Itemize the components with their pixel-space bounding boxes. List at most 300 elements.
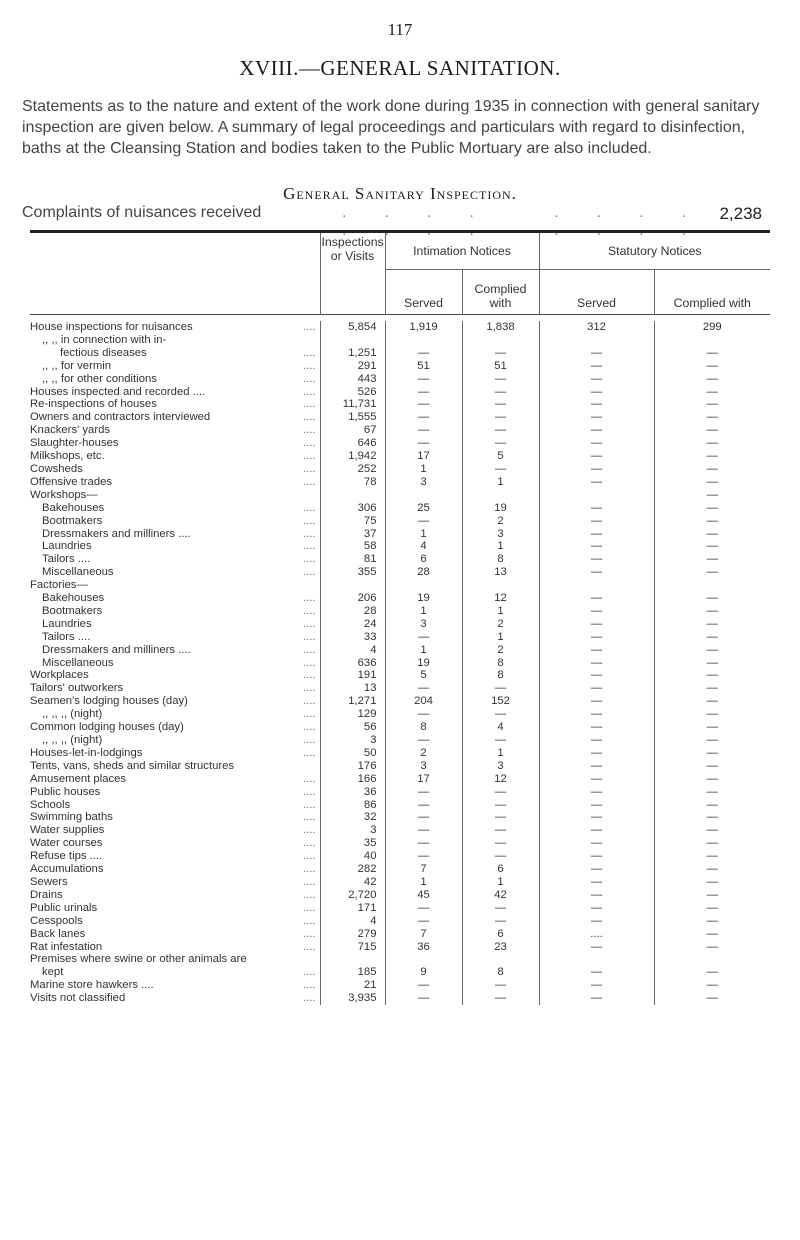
intimation-served-value: 19 <box>385 592 462 605</box>
intimation-complied-value: — <box>462 398 539 411</box>
table-row <box>30 799 770 812</box>
intimation-served-value: 3 <box>385 760 462 773</box>
row-label-text: Tents, vans, sheds and similar structures <box>30 760 237 772</box>
row-label-text: Public houses <box>30 786 103 798</box>
section-heading: XVIII.—GENERAL SANITATION. <box>239 56 561 80</box>
row-leader-dots: .... <box>302 824 316 837</box>
row-label <box>30 489 320 502</box>
row-leader-dots: .... <box>302 888 316 901</box>
row-label <box>30 631 320 644</box>
statutory-served-value: — <box>539 915 654 928</box>
statutory-served-value: — <box>539 850 654 863</box>
row-label <box>30 321 320 334</box>
row-label-text: Seamen's lodging houses (day) <box>30 695 191 707</box>
statutory-complied-value: — <box>654 411 770 424</box>
row-label-text: Amusement places <box>30 773 129 785</box>
inspections-value: 1,251 <box>320 347 385 360</box>
statutory-served-value: — <box>539 502 654 515</box>
row-label-text: Bakehouses <box>42 502 107 514</box>
row-leader-dots: .... <box>302 630 316 643</box>
row-label <box>30 708 320 721</box>
row-label <box>30 373 320 386</box>
statutory-complied-value: — <box>654 760 770 773</box>
row-leader-dots: .... <box>302 979 316 992</box>
inspections-value: 56 <box>320 721 385 734</box>
table-row <box>30 644 770 657</box>
row-leader-dots: .... <box>302 566 316 579</box>
inspections-value: 58 <box>320 540 385 553</box>
intimation-complied-value: — <box>462 373 539 386</box>
table-row <box>30 824 770 837</box>
row-leader-dots: .... <box>302 721 316 734</box>
row-label-text: Public urinals <box>30 902 100 914</box>
statutory-served-value <box>539 953 654 966</box>
row-leader-dots: .... <box>302 359 316 372</box>
statutory-complied-value: — <box>654 850 770 863</box>
statutory-served-value: — <box>539 437 654 450</box>
table-row <box>30 489 770 502</box>
row-label <box>30 334 320 347</box>
table-row <box>30 979 770 992</box>
inspections-value: 28 <box>320 605 385 618</box>
statutory-complied-value: — <box>654 592 770 605</box>
inspections-value: 4 <box>320 644 385 657</box>
intimation-complied-value: 12 <box>462 592 539 605</box>
statutory-served-value: — <box>539 824 654 837</box>
table-row <box>30 708 770 721</box>
intimation-complied-value: 8 <box>462 657 539 670</box>
row-label <box>30 657 320 670</box>
intimation-complied-value: 51 <box>462 360 539 373</box>
statutory-complied-value: — <box>654 734 770 747</box>
inspections-value <box>320 579 385 592</box>
table-row <box>30 618 770 631</box>
inspections-value: 443 <box>320 373 385 386</box>
row-label <box>30 566 320 579</box>
statutory-complied-value: — <box>654 863 770 876</box>
intimation-complied-value: — <box>462 850 539 863</box>
table-row <box>30 579 770 592</box>
statutory-served-value: — <box>539 528 654 541</box>
statutory-served-value: — <box>539 747 654 760</box>
row-label <box>30 411 320 424</box>
complaints-leader-dots: .... .... .... .... <box>342 204 725 239</box>
intimation-served-value: 3 <box>385 618 462 631</box>
statutory-complied-value: — <box>654 708 770 721</box>
header-statutory-complied: Complied with <box>654 270 770 315</box>
intimation-served-value: 7 <box>385 928 462 941</box>
row-leader-dots: .... <box>302 385 316 398</box>
row-label <box>30 786 320 799</box>
row-label-text: Common lodging houses (day) <box>30 721 187 733</box>
intimation-complied-value: — <box>462 824 539 837</box>
row-label <box>30 773 320 786</box>
row-label <box>30 515 320 528</box>
header-intimation-served: Served <box>385 270 462 315</box>
statutory-served-value: — <box>539 941 654 954</box>
intimation-complied-value <box>462 953 539 966</box>
intimation-served-value <box>385 489 462 502</box>
intimation-complied-value: — <box>462 915 539 928</box>
table-row <box>30 966 770 979</box>
row-label <box>30 592 320 605</box>
table-row <box>30 373 770 386</box>
row-leader-dots: .... <box>302 940 316 953</box>
row-label-text: Drains <box>30 889 66 901</box>
intimation-complied-value: 3 <box>462 528 539 541</box>
intimation-served-value: — <box>385 799 462 812</box>
table-row <box>30 773 770 786</box>
statutory-served-value: — <box>539 708 654 721</box>
intimation-complied-value: 6 <box>462 863 539 876</box>
table-row <box>30 592 770 605</box>
intimation-complied-value: — <box>462 992 539 1005</box>
row-leader-dots: .... <box>302 850 316 863</box>
inspections-value: 1,271 <box>320 695 385 708</box>
row-leader-dots: .... <box>302 592 316 605</box>
statutory-complied-value: — <box>654 811 770 824</box>
inspections-value: 11,731 <box>320 398 385 411</box>
row-leader-dots: .... <box>302 785 316 798</box>
statutory-complied-value: — <box>654 553 770 566</box>
table-row <box>30 334 770 347</box>
inspections-value: 3,935 <box>320 992 385 1005</box>
table-row <box>30 502 770 515</box>
row-label-text: kept <box>42 966 66 978</box>
header-blank <box>30 233 320 315</box>
statutory-complied-value: — <box>654 360 770 373</box>
inspections-value: 81 <box>320 553 385 566</box>
inspections-value: 715 <box>320 941 385 954</box>
table-row <box>30 386 770 399</box>
intimation-served-value: 2 <box>385 747 462 760</box>
inspections-value: 21 <box>320 979 385 992</box>
row-leader-dots: .... <box>302 346 316 359</box>
inspections-value: 279 <box>320 928 385 941</box>
row-leader-dots: .... <box>302 914 316 927</box>
row-label-text: Accumulations <box>30 863 106 875</box>
inspections-value: 40 <box>320 850 385 863</box>
table-row <box>30 321 770 334</box>
row-label <box>30 605 320 618</box>
statutory-served-value: — <box>539 799 654 812</box>
row-leader-dots: .... <box>302 875 316 888</box>
row-leader-dots: .... <box>302 501 316 514</box>
statutory-complied-value: — <box>654 631 770 644</box>
intimation-served-value: 8 <box>385 721 462 734</box>
inspections-value: 75 <box>320 515 385 528</box>
row-leader-dots: .... <box>302 398 316 411</box>
statutory-complied-value: — <box>654 695 770 708</box>
header-inspections: Inspections or Visits <box>320 233 385 315</box>
intimation-served-value: — <box>385 786 462 799</box>
row-label <box>30 644 320 657</box>
inspections-value: 67 <box>320 424 385 437</box>
intimation-served-value: 17 <box>385 450 462 463</box>
row-leader-dots: .... <box>302 643 316 656</box>
header-intimation-complied: Complied with <box>462 270 539 315</box>
statutory-complied-value: — <box>654 605 770 618</box>
subheading: General Sanitary Inspection. <box>283 184 517 203</box>
row-label-text: ,, ,, in connection with in- <box>42 334 169 346</box>
row-label-text: Factories— <box>30 579 91 591</box>
statutory-complied-value: — <box>654 773 770 786</box>
row-label <box>30 437 320 450</box>
row-label <box>30 747 320 760</box>
row-leader-dots: .... <box>302 695 316 708</box>
intimation-served-value: 1 <box>385 463 462 476</box>
intimation-complied-value: 1 <box>462 540 539 553</box>
intimation-served-value: — <box>385 515 462 528</box>
table-row <box>30 476 770 489</box>
table-row <box>30 915 770 928</box>
inspections-value: 86 <box>320 799 385 812</box>
inspections-value: 78 <box>320 476 385 489</box>
inspections-value: 13 <box>320 682 385 695</box>
intimation-served-value: 1 <box>385 605 462 618</box>
inspections-value: 185 <box>320 966 385 979</box>
statutory-complied-value: — <box>654 437 770 450</box>
inspections-value: 291 <box>320 360 385 373</box>
row-label-text: ,, ,, ,, (night) <box>42 708 105 720</box>
statutory-complied-value: — <box>654 721 770 734</box>
row-leader-dots: .... <box>302 708 316 721</box>
intimation-complied-value: 8 <box>462 553 539 566</box>
inspections-value: 3 <box>320 824 385 837</box>
statutory-served-value: — <box>539 631 654 644</box>
statutory-complied-value: — <box>654 799 770 812</box>
row-label-text: Workplaces <box>30 669 92 681</box>
row-label-text: Sewers <box>30 876 71 888</box>
inspections-value: 5,854 <box>320 321 385 334</box>
row-label <box>30 463 320 476</box>
statutory-served-value: — <box>539 360 654 373</box>
statutory-complied-value: — <box>654 747 770 760</box>
row-label <box>30 811 320 824</box>
statutory-complied-value: — <box>654 424 770 437</box>
row-label-text: Water supplies <box>30 824 107 836</box>
inspections-value: 2,720 <box>320 889 385 902</box>
intimation-served-value: — <box>385 811 462 824</box>
intimation-served-value: 19 <box>385 657 462 670</box>
row-leader-dots: .... <box>302 746 316 759</box>
intimation-served-value: — <box>385 398 462 411</box>
row-label <box>30 695 320 708</box>
inspections-value: 129 <box>320 708 385 721</box>
intimation-complied-value: 2 <box>462 618 539 631</box>
intimation-complied-value: — <box>462 799 539 812</box>
row-label <box>30 721 320 734</box>
intimation-complied-value: 8 <box>462 669 539 682</box>
intimation-served-value: — <box>385 682 462 695</box>
table-row <box>30 695 770 708</box>
statutory-complied-value <box>654 953 770 966</box>
intimation-served-value: — <box>385 902 462 915</box>
intimation-complied-value <box>462 489 539 502</box>
row-label-text: House inspections for nuisances <box>30 321 196 333</box>
intimation-complied-value: — <box>462 979 539 992</box>
table-row <box>30 528 770 541</box>
table-row <box>30 902 770 915</box>
row-label-text: Cowsheds <box>30 463 86 475</box>
intimation-complied-value: 19 <box>462 502 539 515</box>
row-label <box>30 398 320 411</box>
complaints-value: 2,238 <box>719 204 762 223</box>
table-row <box>30 876 770 889</box>
statutory-served-value: — <box>539 386 654 399</box>
statutory-served-value: — <box>539 734 654 747</box>
intimation-served-value: 9 <box>385 966 462 979</box>
intimation-complied-value: 1,838 <box>462 321 539 334</box>
table-row <box>30 450 770 463</box>
row-leader-dots: .... <box>302 837 316 850</box>
statutory-served-value: — <box>539 347 654 360</box>
statutory-served-value: — <box>539 463 654 476</box>
statutory-complied-value: — <box>654 347 770 360</box>
table-row <box>30 734 770 747</box>
statutory-served-value: — <box>539 811 654 824</box>
table-row <box>30 411 770 424</box>
intimation-served-value: — <box>385 837 462 850</box>
intimation-complied-value: — <box>462 463 539 476</box>
statutory-served-value: — <box>539 540 654 553</box>
row-leader-dots: .... <box>302 462 316 475</box>
complaints-label: Complaints of nuisances received <box>22 204 262 221</box>
table-row <box>30 992 770 1005</box>
statutory-complied-value: — <box>654 966 770 979</box>
intimation-served-value: 1,919 <box>385 321 462 334</box>
header-statutory-served: Served <box>539 270 654 315</box>
intimation-complied-value <box>462 334 539 347</box>
row-leader-dots: .... <box>302 772 316 785</box>
intimation-complied-value: 4 <box>462 721 539 734</box>
intimation-served-value: 5 <box>385 669 462 682</box>
intimation-complied-value: 1 <box>462 605 539 618</box>
inspections-value <box>320 489 385 502</box>
row-leader-dots: .... <box>302 798 316 811</box>
inspections-value <box>320 334 385 347</box>
statutory-served-value: — <box>539 515 654 528</box>
inspections-value: 282 <box>320 863 385 876</box>
inspections-value: 355 <box>320 566 385 579</box>
row-label-text: Dressmakers and milliners .... <box>42 528 194 540</box>
row-label-text: Dressmakers and milliners .... <box>42 644 194 656</box>
table-row <box>30 941 770 954</box>
table-row <box>30 669 770 682</box>
statutory-complied-value: — <box>654 398 770 411</box>
statutory-served-value: — <box>539 411 654 424</box>
row-leader-dots: .... <box>302 966 316 979</box>
row-label-text: Owners and contractors interviewed <box>30 411 213 423</box>
statutory-served-value: — <box>539 476 654 489</box>
table-row <box>30 605 770 618</box>
row-label-text: Swimming baths <box>30 811 116 823</box>
intimation-complied-value <box>462 579 539 592</box>
intimation-served-value: — <box>385 850 462 863</box>
statutory-served-value: 312 <box>539 321 654 334</box>
row-label-text: Refuse tips .... <box>30 850 105 862</box>
statutory-complied-value: — <box>654 644 770 657</box>
statutory-complied-value: — <box>654 489 770 502</box>
inspections-value: 1,942 <box>320 450 385 463</box>
intimation-served-value: 25 <box>385 502 462 515</box>
row-label-text: Tailors .... <box>42 553 93 565</box>
row-label <box>30 618 320 631</box>
inspections-value: 252 <box>320 463 385 476</box>
statutory-complied-value: — <box>654 566 770 579</box>
inspections-value: 166 <box>320 773 385 786</box>
statutory-complied-value: — <box>654 502 770 515</box>
row-leader-dots: .... <box>302 734 316 746</box>
statutory-served-value: — <box>539 398 654 411</box>
sanitary-inspection-table <box>30 233 770 1005</box>
statutory-served-value: — <box>539 605 654 618</box>
row-label-text: Bootmakers <box>42 605 105 617</box>
statutory-complied-value: — <box>654 476 770 489</box>
row-label-text: Schools <box>30 799 73 811</box>
intimation-served-value: 1 <box>385 876 462 889</box>
statutory-complied-value: — <box>654 373 770 386</box>
statutory-complied-value: — <box>654 876 770 889</box>
row-leader-dots: .... <box>302 682 316 695</box>
table-row <box>30 786 770 799</box>
statutory-served-value: — <box>539 644 654 657</box>
intimation-served-value: — <box>385 437 462 450</box>
row-label <box>30 760 320 773</box>
row-leader-dots: .... <box>302 863 316 876</box>
row-label <box>30 850 320 863</box>
row-label-text: ,, ,, for vermin <box>42 360 114 372</box>
statutory-served-value: .... <box>539 928 654 941</box>
row-label <box>30 450 320 463</box>
statutory-complied-value: — <box>654 618 770 631</box>
table-row <box>30 360 770 373</box>
inspections-value <box>320 953 385 966</box>
inspections-value: 35 <box>320 837 385 850</box>
intimation-complied-value: — <box>462 386 539 399</box>
row-label <box>30 528 320 541</box>
table-row <box>30 398 770 411</box>
table-row <box>30 850 770 863</box>
intimation-complied-value: — <box>462 708 539 721</box>
row-label-text: Slaughter-houses <box>30 437 122 449</box>
table-row <box>30 889 770 902</box>
intimation-served-value: — <box>385 992 462 1005</box>
statutory-served-value: — <box>539 889 654 902</box>
row-leader-dots: .... <box>302 540 316 553</box>
row-leader-dots: .... <box>302 527 316 540</box>
table-row <box>30 682 770 695</box>
intimation-served-value: 17 <box>385 773 462 786</box>
statutory-served-value: — <box>539 553 654 566</box>
statutory-served-value: — <box>539 669 654 682</box>
intimation-served-value: 204 <box>385 695 462 708</box>
statutory-served-value <box>539 579 654 592</box>
statutory-served-value: — <box>539 721 654 734</box>
table-row <box>30 347 770 360</box>
inspections-value: 206 <box>320 592 385 605</box>
table-row <box>30 437 770 450</box>
inspections-value: 1,555 <box>320 411 385 424</box>
intimation-complied-value: 1 <box>462 876 539 889</box>
row-leader-dots: .... <box>302 475 316 488</box>
inspections-value: 42 <box>320 876 385 889</box>
row-label <box>30 928 320 941</box>
table-body <box>30 321 770 1005</box>
intimation-served-value <box>385 334 462 347</box>
row-label-text: Houses-let-in-lodgings <box>30 747 145 759</box>
row-label-text: Cesspools <box>30 915 86 927</box>
